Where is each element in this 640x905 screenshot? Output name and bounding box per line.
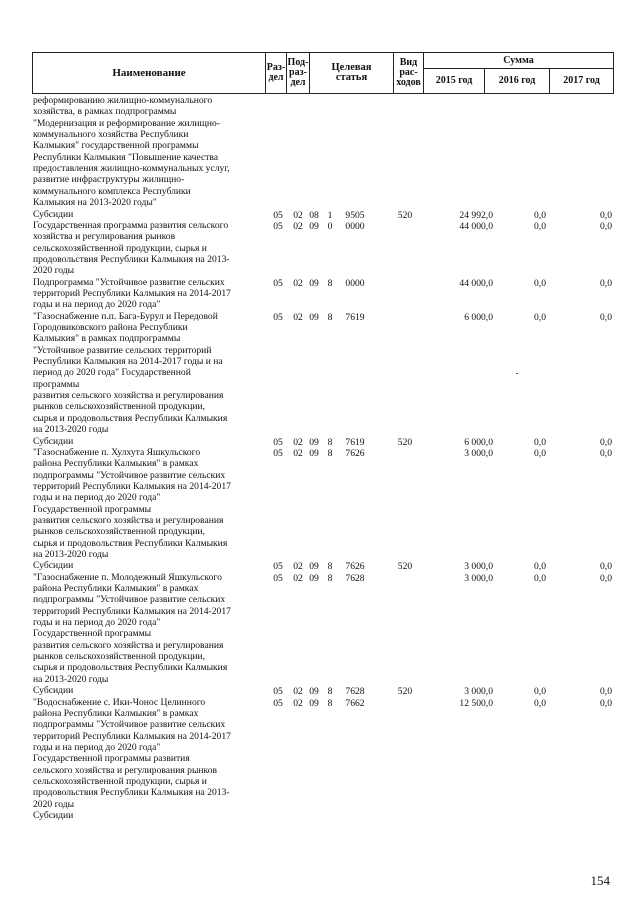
target-article-part-2: 8 (327, 572, 333, 584)
row-name-line: на 2013-2020 годы (33, 424, 109, 436)
row-name (33, 95, 265, 208)
row-name-line: подпрограммы "Устойчивое развитие сельских (33, 594, 226, 606)
header-name: Наименование (32, 52, 266, 94)
target-article-part-1: 09 (309, 572, 319, 584)
amount-2016: 0,0 (534, 277, 546, 289)
amount-2016: 0,0 (534, 561, 546, 573)
row-name-line: коммунального хозяйства Республики (33, 129, 189, 141)
row-name-line: годы и на период до 2020 года" (33, 492, 161, 504)
target-article-part-3: 7619 (345, 311, 365, 323)
target-article-part-3: 0000 (345, 277, 365, 289)
row-name-line: Субсидии (33, 810, 74, 822)
target-article-part-2: 1 (327, 209, 333, 221)
target-article-part-1: 09 (309, 697, 319, 709)
row-name-line: рынков сельскохозяйственной продукции, (33, 526, 205, 538)
row-name-line: Субсидии (33, 435, 74, 447)
row-name-line: хозяйства и регулирования рынков (33, 231, 176, 243)
row-name-line: территорий Республики Калмыкия на 2014-2017 (33, 480, 231, 492)
amount-2015: 6 000,0 (464, 311, 493, 323)
row-name-line: "Устойчивое развитие сельских территорий (33, 344, 212, 356)
row-name (33, 685, 265, 696)
row-name-line: Калмыкия" в рамках подпрограммы (33, 333, 181, 345)
row-name-line: "Газоснабжение п.п. Бага-Бурул и Передовой (33, 310, 218, 322)
target-article-part-3: 7662 (345, 697, 365, 709)
expense-type-code: 520 (397, 209, 413, 221)
row-name (33, 209, 265, 220)
row-name-line: Калмыкия" государственной программы (33, 140, 199, 152)
row-name-line: района Республики Калмыкия" в рамках (33, 583, 199, 595)
amount-2015: 44 000,0 (459, 220, 493, 232)
table-header (32, 52, 614, 94)
target-article-part-2: 8 (327, 447, 333, 459)
row-name-line: сельского хозяйства и регулирования рынков (33, 764, 218, 776)
row-name (33, 810, 265, 821)
row-name-line: Государственной программы (33, 503, 152, 515)
row-name-line: годы и на период до 2020 года" (33, 299, 161, 311)
row-name-line: развития сельского хозяйства и регулирования (33, 390, 224, 402)
row-name-line: сельскохозяйственной продукции, сырья и (33, 775, 207, 787)
target-article-part-2: 8 (327, 436, 333, 448)
row-name-line: "Водоснабжение с. Ики-Чонос Целинного (33, 696, 206, 708)
podrazdel-code: 02 (293, 277, 303, 289)
razdel-code: 05 (273, 311, 283, 323)
row-name-line: "Газоснабжение п. Молодежный Яшкульского (33, 571, 222, 583)
podrazdel-code: 02 (293, 697, 303, 709)
amount-2016: 0,0 (534, 447, 546, 459)
razdel-code: 05 (273, 220, 283, 232)
amount-2015: 12 500,0 (459, 697, 493, 709)
row-name-line: период до 2020 года" Государственной (33, 367, 191, 379)
amount-2016: 0,0 (534, 686, 546, 698)
row-name-line: "Модернизация и реформирование жилищно- (33, 117, 221, 129)
amount-2017: 0,0 (600, 311, 612, 323)
amount-2016: 0,0 (534, 220, 546, 232)
target-article-part-2: 8 (327, 311, 333, 323)
razdel-code: 05 (273, 561, 283, 573)
row-name (33, 220, 265, 277)
row-name-line: "Газоснабжение п. Хулхута Яшкульского (33, 446, 201, 458)
target-article-part-1: 09 (309, 686, 319, 698)
row-name-line: предоставления жилищно-коммунальных услуг, (33, 163, 230, 175)
row-name-line: продовольствия Республики Калмыкия на 2013- (33, 787, 230, 799)
row-name (33, 447, 265, 560)
amount-2015: 3 000,0 (464, 447, 493, 459)
amount-2016: 0,0 (534, 697, 546, 709)
target-article-part-1: 09 (309, 447, 319, 459)
row-name (33, 311, 265, 436)
row-name-line: реформированию жилищно-коммунального (33, 95, 213, 106)
row-name-line: Калмыкия на 2013-2020 годы" (33, 197, 157, 209)
header-vid-rashodov: Вид рас- ходов (393, 52, 424, 94)
target-article-part-2: 8 (327, 686, 333, 698)
razdel-code: 05 (273, 572, 283, 584)
row-name-line: подпрограммы "Устойчивое развитие сельских (33, 719, 226, 731)
amount-2016: 0,0 (534, 311, 546, 323)
target-article-part-3: 7619 (345, 436, 365, 448)
podrazdel-code: 02 (293, 686, 303, 698)
amount-2015: 24 992,0 (459, 209, 493, 221)
podrazdel-code: 02 (293, 311, 303, 323)
target-article-part-2: 0 (327, 220, 333, 232)
podrazdel-code: 02 (293, 572, 303, 584)
amount-2017: 0,0 (600, 447, 612, 459)
razdel-code: 05 (273, 209, 283, 221)
target-article-part-2: 8 (327, 697, 333, 709)
row-name-line: Субсидии (33, 685, 74, 697)
amount-2017: 0,0 (600, 220, 612, 232)
header-summa: Сумма (423, 52, 614, 69)
podrazdel-code: 02 (293, 447, 303, 459)
amount-2017: 0,0 (600, 436, 612, 448)
row-name-line: Субсидии (33, 560, 74, 572)
row-name-line: развития сельского хозяйства и регулирования (33, 514, 224, 526)
row-name-line: Субсидии (33, 208, 74, 220)
amount-2015: 3 000,0 (464, 686, 493, 698)
target-article-part-1: 09 (309, 436, 319, 448)
amount-2016: 0,0 (534, 572, 546, 584)
amount-2017: 0,0 (600, 209, 612, 221)
row-name-line: Республики Калмыкия на 2014-2017 годы и на (33, 356, 223, 368)
target-article-part-1: 09 (309, 311, 319, 323)
row-name-line: сырья и продовольствия Республики Калмыкия (33, 537, 228, 549)
amount-2017: 0,0 (600, 697, 612, 709)
row-name-line: Государственная программа развития сельского (33, 219, 229, 231)
row-name-line: годы и на период до 2020 года" (33, 617, 161, 629)
amount-2015: 3 000,0 (464, 572, 493, 584)
row-name-line: сельскохозяйственной продукции, сырья и (33, 242, 207, 254)
amount-2017: 0,0 (600, 686, 612, 698)
target-article-part-1: 09 (309, 220, 319, 232)
row-name-line: коммунального комплекса Республики (33, 185, 191, 197)
row-name-line: Государственной программы развития (33, 753, 190, 765)
podrazdel-code: 02 (293, 561, 303, 573)
row-name-line: территорий Республики Калмыкия на 2014-2017 (33, 605, 231, 617)
row-name (33, 560, 265, 571)
row-name (33, 697, 265, 810)
row-name-line: развития сельского хозяйства и регулирования (33, 639, 224, 651)
row-name-line: развитие инфраструктуры жилищно- (33, 174, 185, 186)
amount-2015: 3 000,0 (464, 561, 493, 573)
expense-type-code: 520 (397, 686, 413, 698)
row-name-line: на 2013-2020 годы (33, 673, 109, 685)
row-name-line: сырья и продовольствия Республики Калмыкия (33, 412, 228, 424)
row-name-line: хозяйства, в рамках подпрограммы (33, 106, 177, 118)
podrazdel-code: 02 (293, 220, 303, 232)
amount-2015: 6 000,0 (464, 436, 493, 448)
expense-type-code: 520 (397, 436, 413, 448)
razdel-code: 05 (273, 697, 283, 709)
row-name-line: Государственной программы (33, 628, 152, 640)
row-name-line: годы и на период до 2020 года" (33, 741, 161, 753)
amount-2017: 0,0 (600, 277, 612, 289)
razdel-code: 05 (273, 436, 283, 448)
target-article-part-1: 09 (309, 277, 319, 289)
row-name-line: продовольствия Республики Калмыкия на 2013- (33, 253, 230, 265)
target-article-part-2: 8 (327, 561, 333, 573)
row-name-line: территорий Республики Калмыкия на 2014-2017 (33, 287, 231, 299)
amount-2017: 0,0 (600, 572, 612, 584)
header-celevaya-statya: Целевая статья (309, 52, 394, 94)
row-name-line: 2020 годы (33, 265, 75, 277)
target-article-part-3: 0000 (345, 220, 365, 232)
row-name-line: программы (33, 378, 80, 390)
row-name-line: рынков сельскохозяйственной продукции, (33, 651, 205, 663)
row-name-line: рынков сельскохозяйственной продукции, (33, 401, 205, 413)
razdel-code: 05 (273, 277, 283, 289)
target-article-part-3: 9505 (345, 209, 365, 221)
target-article-part-3: 7628 (345, 572, 365, 584)
row-name-line: сырья и продовольствия Республики Калмыкия (33, 662, 228, 674)
target-article-part-3: 7628 (345, 686, 365, 698)
header-year-2017: 2017 год (549, 68, 614, 94)
target-article-part-3: 7626 (345, 447, 365, 459)
row-name-line: Городовиковского района Республики (33, 321, 188, 333)
amount-2015: 44 000,0 (459, 277, 493, 289)
target-article-part-1: 08 (309, 209, 319, 221)
target-article-part-2: 8 (327, 277, 333, 289)
podrazdel-code: 02 (293, 209, 303, 221)
row-name (33, 436, 265, 447)
target-article-part-3: 7626 (345, 561, 365, 573)
row-name-line: на 2013-2020 годы (33, 548, 109, 560)
amount-2016: 0,0 (534, 436, 546, 448)
razdel-code: 05 (273, 447, 283, 459)
row-name-line: территорий Республики Калмыкия на 2014-2017 (33, 730, 231, 742)
amount-2016: 0,0 (534, 209, 546, 221)
row-name (33, 572, 265, 685)
podrazdel-code: 02 (293, 436, 303, 448)
page-number: 154 (590, 873, 610, 888)
row-name-line: района Республики Калмыкия" в рамках (33, 458, 199, 470)
header-year-2016: 2016 год (484, 68, 550, 94)
amount-2017: 0,0 (600, 561, 612, 573)
target-article-part-1: 09 (309, 561, 319, 573)
scan-speck (516, 373, 518, 374)
row-name-line: 2020 годы (33, 798, 75, 810)
row-name-line: района Республики Калмыкия" в рамках (33, 707, 199, 719)
row-name-line: Подпрограмма "Устойчивое развитие сельских (33, 276, 225, 288)
row-name (33, 277, 265, 311)
row-name-line: Республики Калмыкия "Повышение качества (33, 151, 219, 163)
header-year-2015: 2015 год (423, 68, 485, 94)
razdel-code: 05 (273, 686, 283, 698)
row-name-line: подпрограммы "Устойчивое развитие сельских (33, 469, 226, 481)
header-razdel: Раз- дел (265, 52, 287, 94)
expense-type-code: 520 (397, 561, 413, 573)
header-podrazdel: Под- раз- дел (286, 52, 310, 94)
